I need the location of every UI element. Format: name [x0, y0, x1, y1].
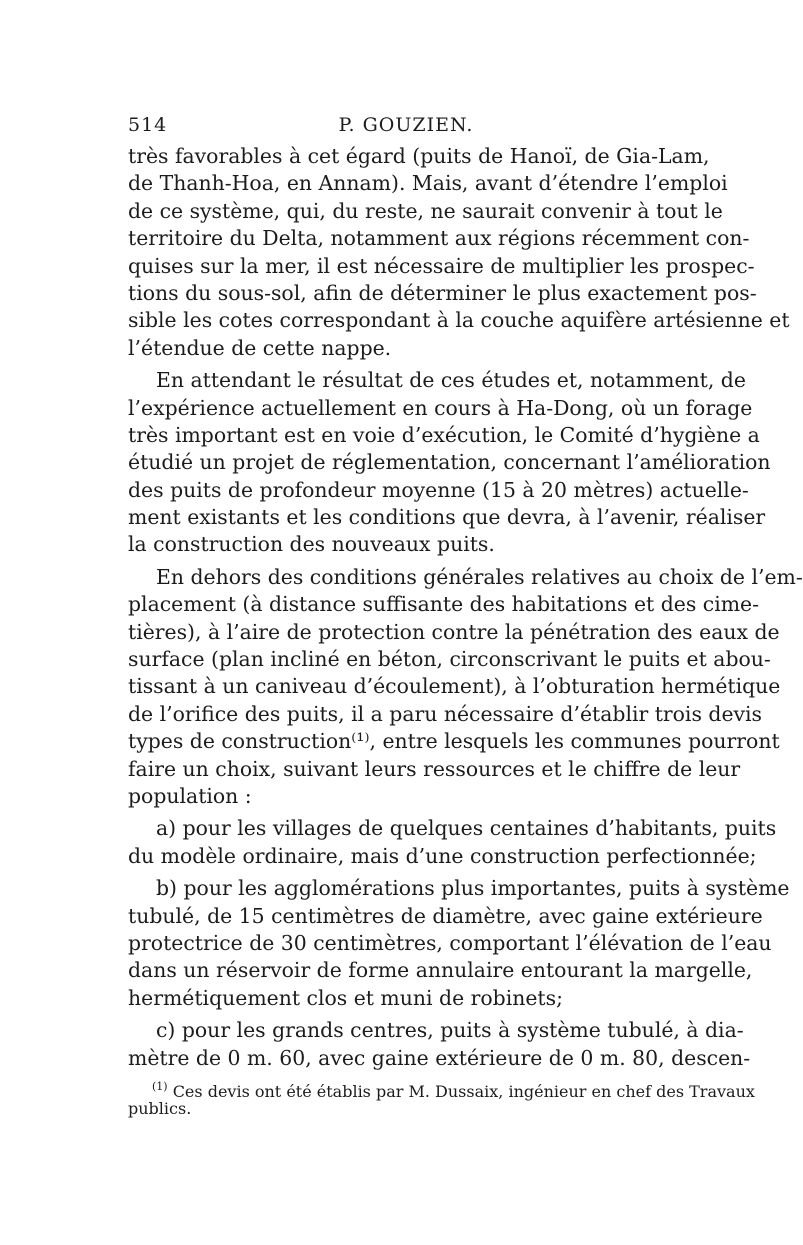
text-line: dans un réservoir de forme annulaire entourant la margelle,	[128, 958, 753, 983]
text-line: tions du sous-sol, afin de déterminer le plus exactement pos-	[128, 280, 757, 305]
text-line: a) pour les villages de quelques centaines d’habitants, puits	[156, 816, 777, 841]
text-line: tubulé, de 15 centimètres de diamètre, avec gaine extérieure	[128, 903, 763, 928]
text-line: l’expérience actuellement en cours à Ha-Dong, où un forage	[128, 395, 753, 420]
paragraph	[128, 143, 790, 362]
paragraph	[128, 564, 803, 811]
text-line: sible les cotes correspondant à la couche aquifère artésienne et	[128, 308, 790, 333]
text-line: de l’orifice des puits, il a paru nécessaire d’établir trois devis	[128, 701, 763, 726]
text-line: du modèle ordinaire, mais d’une construction perfectionnée;	[128, 843, 757, 868]
footnote-line	[128, 1076, 755, 1101]
list-item-a	[128, 815, 777, 870]
running-head: P. GOUZIEN.	[338, 114, 474, 136]
text-line: placement (à distance suffisante des habitations et des cime-	[128, 592, 760, 617]
text-line: protectrice de 30 centimètres, comportant l’élévation de l’eau	[128, 930, 772, 955]
footnote-text: Ces devis ont été établis par M. Dussaix, ingénieur en chef des Travaux	[172, 1082, 755, 1101]
page-number: 514	[128, 114, 168, 136]
text-line: types de construction⁽¹⁾, entre lesquels les communes pourront	[128, 729, 780, 754]
page-header	[128, 114, 684, 142]
body-text	[128, 143, 803, 1072]
text-line: étudié un projet de réglementation, concernant l’amélioration	[128, 450, 771, 475]
text-line: faire un choix, suivant leurs ressources et le chiffre de leur	[128, 756, 741, 781]
footnote	[128, 1076, 755, 1120]
list-item-b	[128, 875, 790, 1012]
text-line: territoire du Delta, notamment aux régions récemment con-	[128, 226, 750, 251]
text-line: de Thanh-Hoa, en Annam). Mais, avant d’étendre l’emploi	[128, 171, 728, 196]
list-item-c	[128, 1017, 751, 1072]
footnote-marker: (1)	[152, 1080, 168, 1093]
text-line: surface (plan incliné en béton, circonscrivant le puits et abou-	[128, 647, 771, 672]
footnote-line: publics.	[128, 1099, 192, 1118]
text-line: population :	[128, 783, 252, 808]
text-line: tières), à l’aire de protection contre la pénétration des eaux de	[128, 619, 780, 644]
text-line: la construction des nouveaux puits.	[128, 532, 495, 557]
text-line: mètre de 0 m. 60, avec gaine extérieure de 0 m. 80, descen-	[128, 1045, 751, 1070]
paragraph	[128, 367, 771, 559]
text-line: hermétiquement clos et muni de robinets;	[128, 985, 563, 1010]
text-line: En dehors des conditions générales relatives au choix de l’em-	[156, 564, 803, 589]
text-line: très important est en voie d’exécution, le Comité d’hygiène a	[128, 422, 760, 447]
text-line: b) pour les agglomérations plus importantes, puits à système	[156, 876, 790, 901]
text-line: tissant à un caniveau d’écoulement), à l’obturation hermétique	[128, 674, 781, 699]
text-line: très favorables à cet égard (puits de Hanoï, de Gia-Lam,	[128, 144, 710, 168]
text-line: de ce système, qui, du reste, ne saurait convenir à tout le	[128, 198, 723, 223]
text-line: l’étendue de cette nappe.	[128, 335, 392, 360]
text-line: c) pour les grands centres, puits à système tubulé, à dia-	[156, 1018, 744, 1043]
text-line: ment existants et les conditions que devra, à l’avenir, réaliser	[128, 505, 766, 530]
text-line: des puits de profondeur moyenne (15 à 20 mètres) actuelle-	[128, 477, 749, 502]
text-line: quises sur la mer, il est nécessaire de multiplier les prospec-	[128, 253, 755, 278]
text-line: En attendant le résultat de ces études et, notamment, de	[156, 368, 746, 393]
